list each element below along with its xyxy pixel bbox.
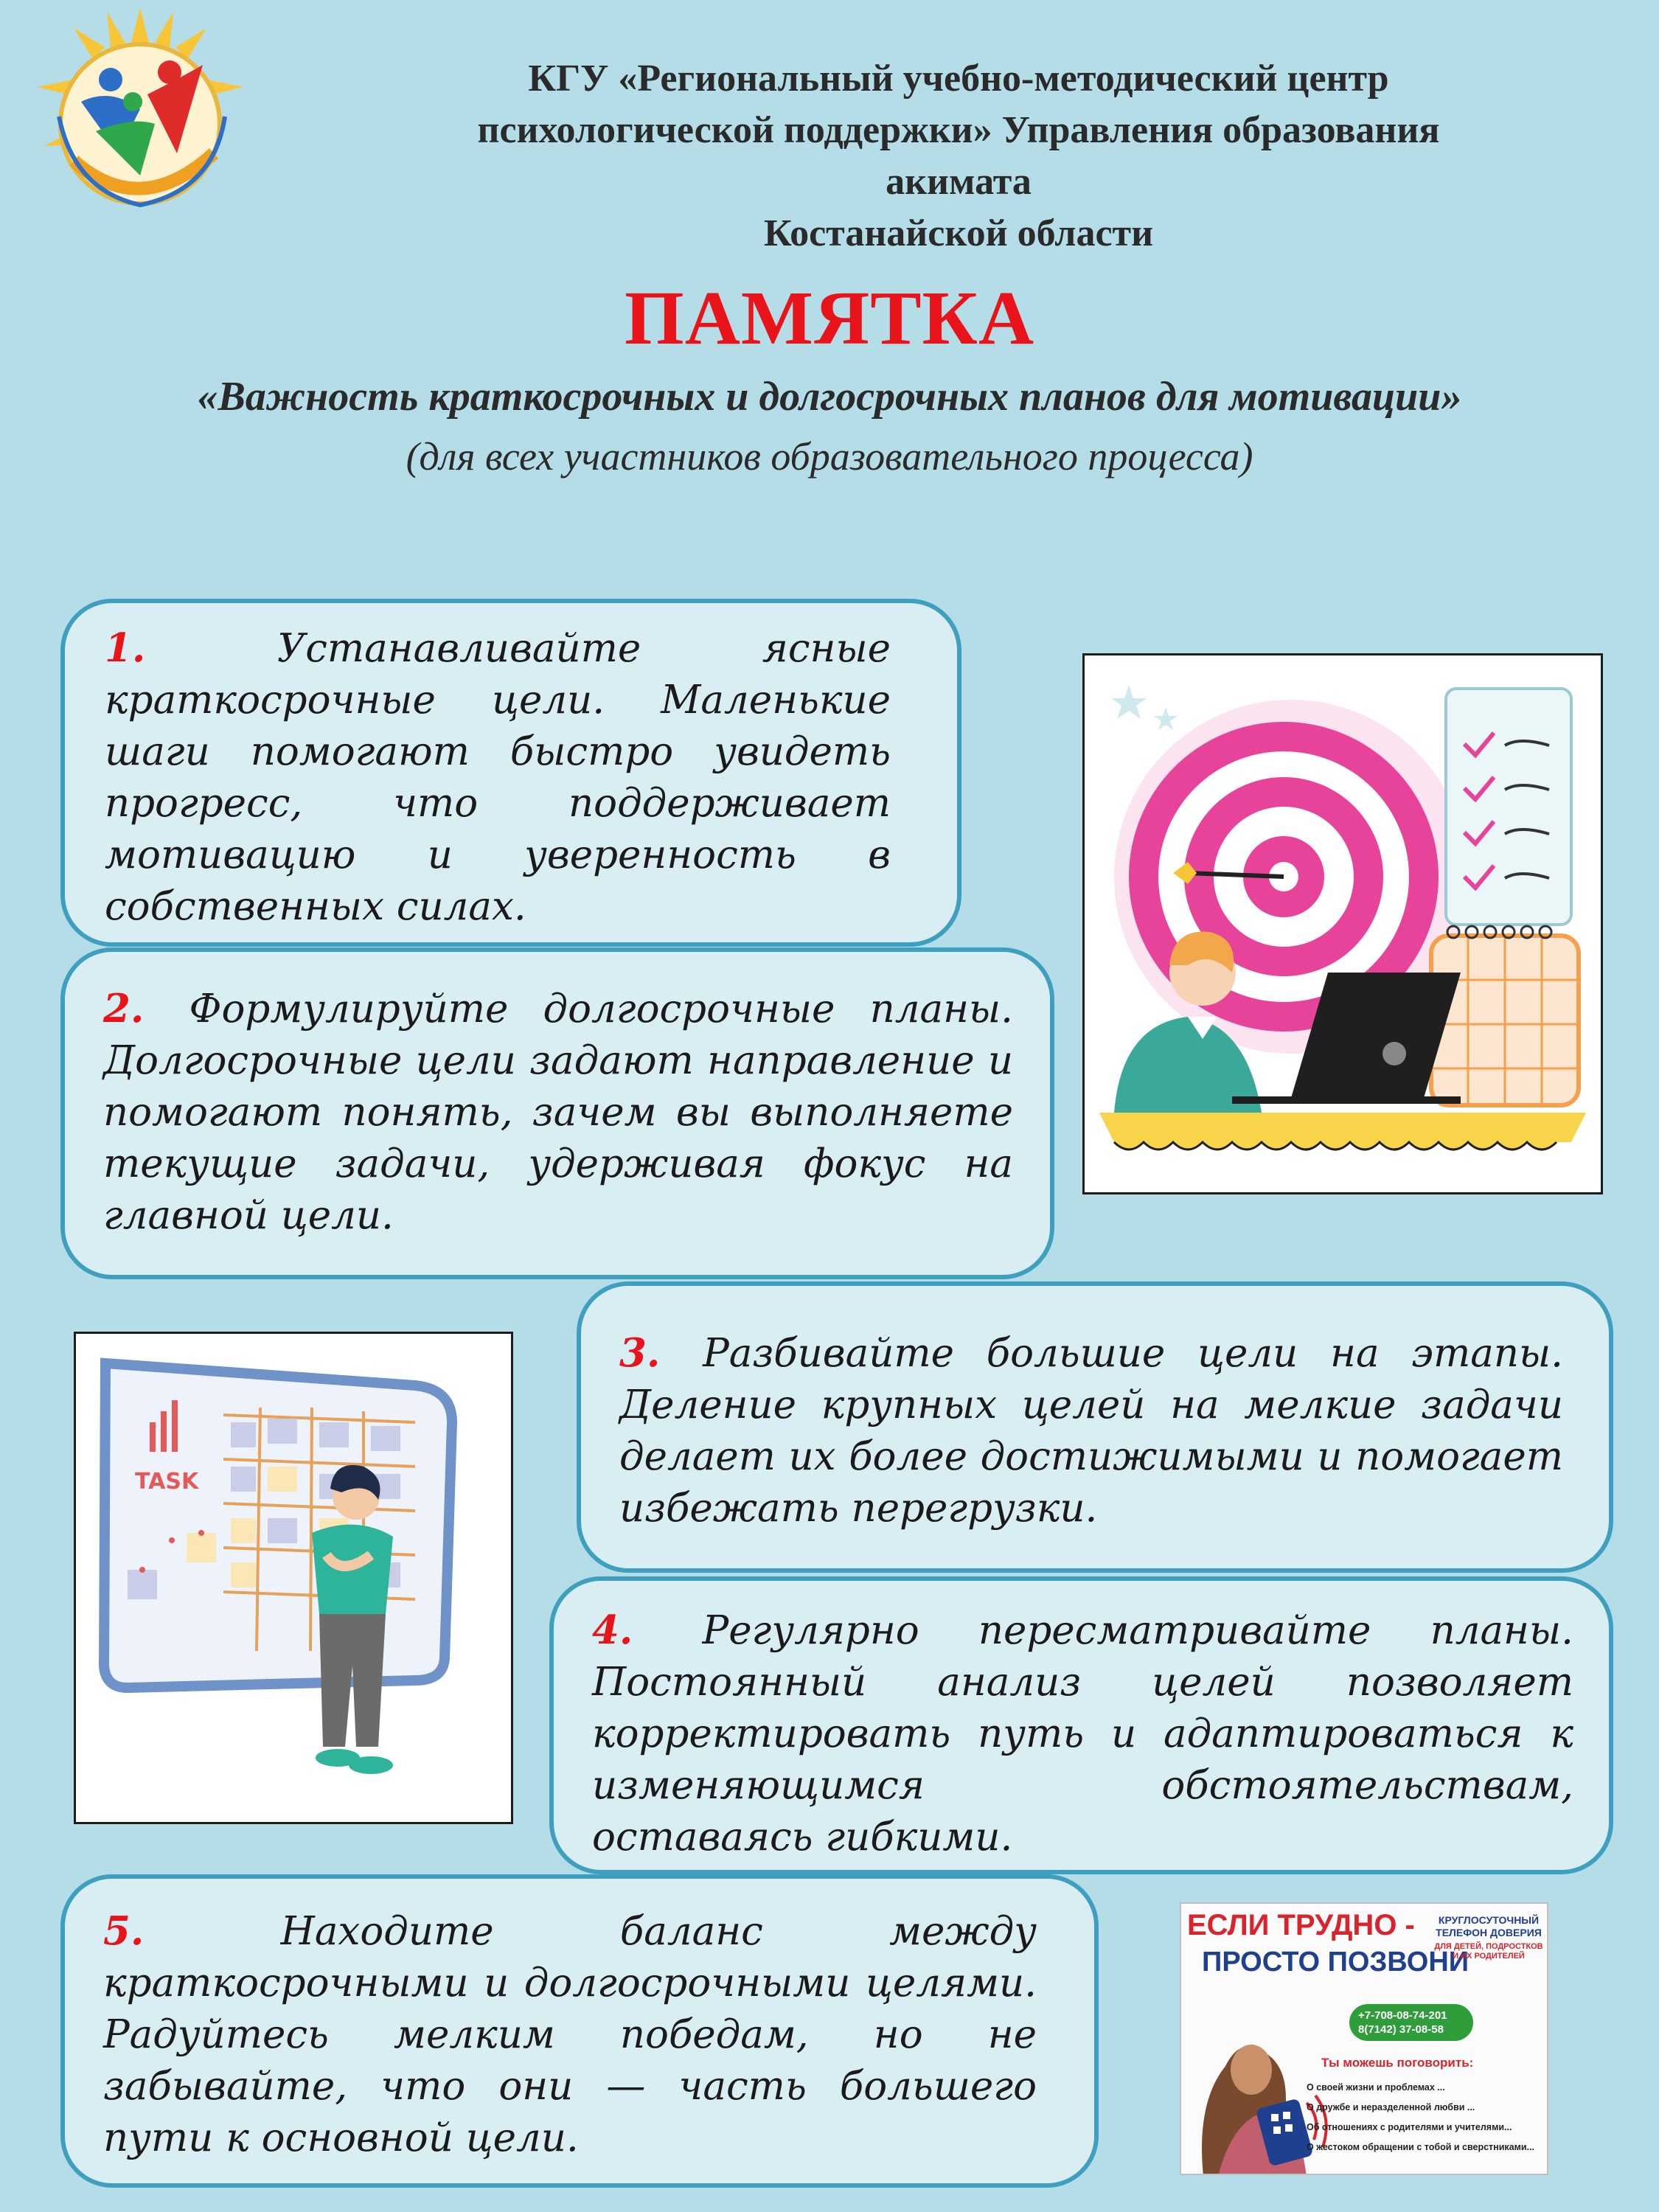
poster-headline-2: ПРОСТО ПОЗВОНИ — [1202, 1947, 1470, 1978]
tip-text: Находите баланс между краткосрочными и долгосрочными целями. Радуйтесь мелким победам, но не забывайте, что они — часть большего пути к основной цели. — [103, 1909, 1037, 2160]
tip-text: Разбивайте большие цели на этапы. Деление крупных целей на мелкие задачи делает их более достижимыми и помогает избежать перегрузки. — [619, 1331, 1563, 1531]
target-illustration — [1082, 653, 1603, 1194]
tip-text: Регулярно пересматривайте планы. Постоянный анализ целей позволяет корректировать путь и адаптироваться к изменяющимся обстоятельствам, оставаясь гибкими. — [592, 1608, 1573, 1860]
page-title: ПАМЯТКА — [624, 276, 1035, 361]
phone-number-landline: 8(7142) 37-08-58 — [1358, 2023, 1444, 2036]
list-item: О дружбе и неразделенной любви ... — [1307, 2102, 1475, 2112]
task-board-illustration — [74, 1332, 513, 1824]
audience-note: (для всех участников образовательного процесса) — [406, 434, 1253, 479]
tip-card-4 — [549, 1576, 1613, 1874]
tip-text: Формулируйте долгосрочные планы. Долгосрочные цели задают направление и помогают понять, зачем вы выполняете текущие задачи, удерживая фокус на главной цели. — [103, 987, 1013, 1238]
tip-number: 3. — [619, 1330, 661, 1376]
poster-helpline-title: КРУГЛОСУТОЧНЫЙ ТЕЛЕФОН ДОВЕРИЯ — [1436, 1914, 1542, 1938]
page-subtitle: «Важность краткосрочных и долгосрочных планов для мотивации» — [197, 374, 1462, 420]
helpline-poster — [1180, 1902, 1548, 2175]
tip-card-3 — [577, 1281, 1613, 1573]
tip-card-5 — [60, 1874, 1099, 2188]
poster-headline-1: ЕСЛИ ТРУДНО - — [1187, 1909, 1415, 1941]
center-logo — [29, 6, 258, 227]
header-line-3: акимата — [886, 161, 1032, 203]
header-line-1: КГУ «Региональный учебно-методический центр — [528, 58, 1389, 100]
tip-number: 4. — [592, 1607, 633, 1653]
tip-number: 5. — [103, 1908, 145, 1954]
tip-card-1 — [60, 599, 961, 947]
phone-number-mobile: +7-708-08-74-201 — [1358, 2009, 1447, 2022]
header-line-4: Костанайской области — [763, 212, 1154, 254]
tip-card-2 — [60, 947, 1054, 1279]
tip-number: 2. — [103, 986, 145, 1032]
poster-topics-list — [1307, 2078, 1546, 2157]
organization-header — [324, 53, 1593, 260]
phone-numbers — [1358, 2008, 1447, 2037]
list-item: Об отношениях с родителями и учителями... — [1307, 2122, 1512, 2132]
list-item: О жестоком обращении с тобой и сверстниками... — [1307, 2142, 1534, 2152]
list-item: О своей жизни и проблемах ... — [1307, 2082, 1445, 2093]
poster-helpline-audience: ДЛЯ ДЕТЕЙ, ПОДРОСТКОВ И ИХ РОДИТЕЛЕЙ — [1434, 1942, 1543, 1961]
poster-topics-heading: Ты можешь поговорить: — [1321, 2056, 1474, 2070]
header-line-2: психологической поддержки» Управления образования — [477, 109, 1440, 151]
tip-number: 1. — [105, 625, 146, 671]
tip-text: Устанавливайте ясные краткосрочные цели. Маленькие шаги помогают быстро увидеть прогресс, что поддерживает мотивацию и уверенность в собственных силах. — [105, 626, 891, 929]
board-task-label: TASK — [135, 1469, 199, 1495]
